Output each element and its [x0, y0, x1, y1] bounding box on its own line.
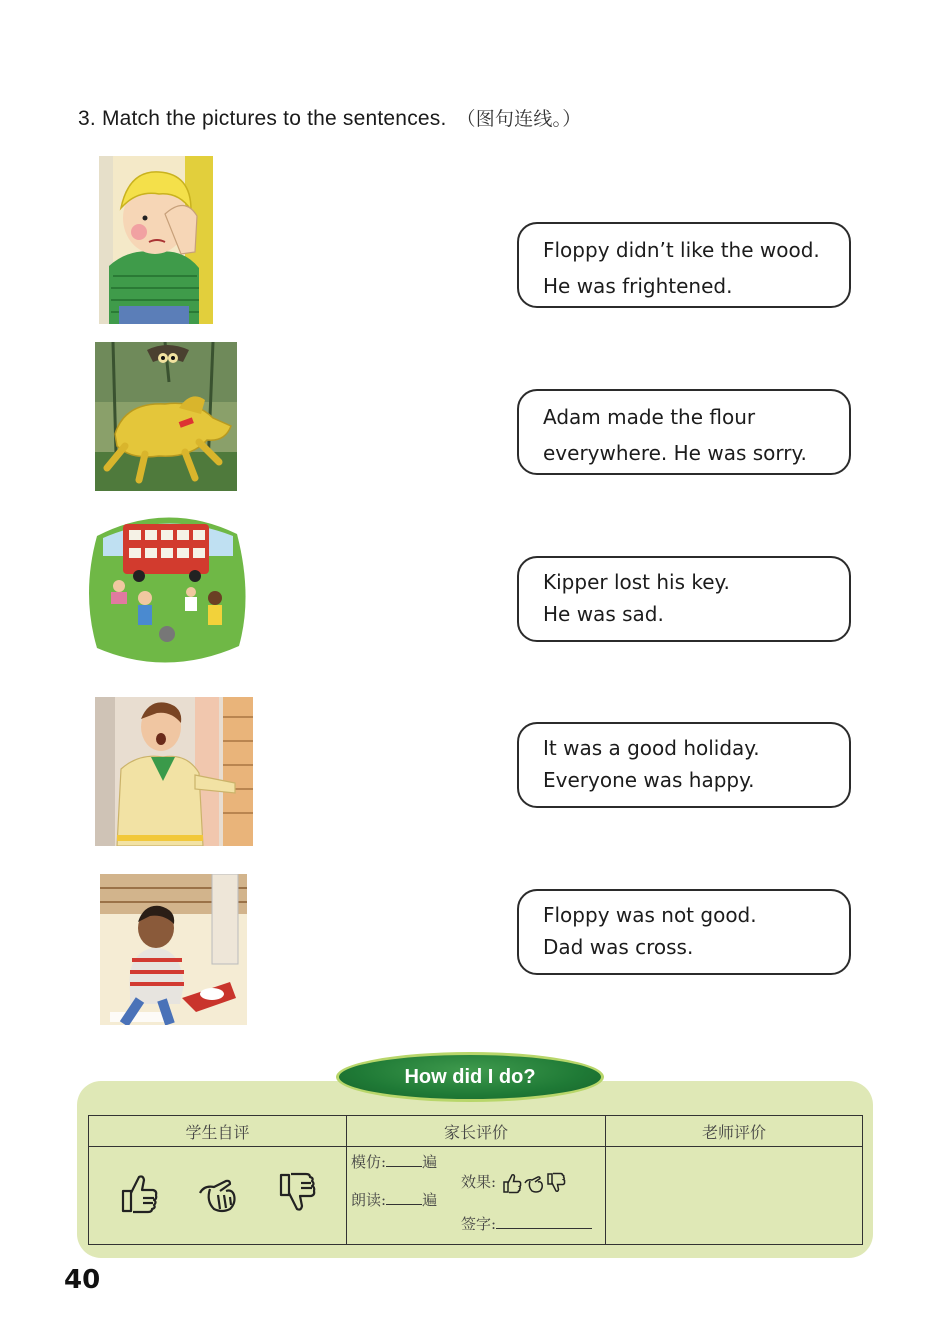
sentence-box-1[interactable]: [517, 222, 851, 308]
sign-row: [461, 1213, 592, 1234]
sentence-5-line-1: Floppy was not good.: [543, 903, 757, 927]
self-eval-cell: [89, 1147, 347, 1245]
effect-thumbs-down-icon[interactable]: [545, 1173, 567, 1191]
instruction-heading: [78, 104, 581, 131]
ok-hand-icon[interactable]: [196, 1171, 240, 1219]
evaluation-table: [88, 1115, 863, 1245]
instruction-chinese: （图句连线。）: [456, 108, 582, 130]
sentence-2-line-1: Adam made the flour: [543, 405, 756, 429]
imitate-row: [351, 1151, 437, 1172]
how-did-i-do-banner: How did I do?: [336, 1052, 604, 1102]
running-dog-owl-picture[interactable]: [95, 342, 237, 491]
parent-eval-header: 家长评价: [347, 1116, 606, 1147]
read-blank[interactable]: [386, 1204, 422, 1205]
effect-label: 效果:: [461, 1173, 497, 1191]
sentence-2-line-2: everywhere. He was sorry.: [543, 441, 807, 465]
read-unit: 遍: [422, 1191, 438, 1209]
sentence-5-line-2: Dad was cross.: [543, 935, 694, 959]
sentence-1-line-1: Floppy didn’t like the wood.: [543, 238, 820, 262]
sentence-4-line-2: Everyone was happy.: [543, 768, 755, 792]
sentence-1-line-2: He was frightened.: [543, 274, 733, 298]
self-eval-header: 学生自评: [89, 1116, 347, 1147]
imitate-unit: 遍: [422, 1153, 438, 1171]
sentence-3-line-1: Kipper lost his key.: [543, 570, 730, 594]
teacher-eval-header: 老师评价: [606, 1116, 863, 1147]
sentence-3-line-2: He was sad.: [543, 602, 664, 626]
sign-label: 签字:: [461, 1215, 497, 1233]
parent-eval-cell: [347, 1147, 606, 1245]
holiday-park-bus-picture[interactable]: [83, 506, 251, 669]
effect-thumbs-up-icon[interactable]: [501, 1173, 523, 1191]
boy-sweeping-flour-picture[interactable]: [100, 874, 247, 1025]
page-number: 40: [64, 1265, 101, 1295]
thumbs-down-icon[interactable]: [275, 1171, 319, 1219]
effect-row: [461, 1171, 567, 1194]
sign-blank[interactable]: [496, 1228, 592, 1229]
thumbs-up-icon[interactable]: [117, 1171, 161, 1219]
imitate-blank[interactable]: [386, 1166, 422, 1167]
effect-ok-hand-icon[interactable]: [523, 1173, 545, 1191]
read-label: 朗读:: [351, 1191, 387, 1209]
instruction-text: 3. Match the pictures to the sentences.: [78, 107, 447, 130]
cross-dad-pointing-picture[interactable]: [95, 697, 253, 846]
imitate-label: 模仿:: [351, 1153, 387, 1171]
sentence-box-3[interactable]: [517, 556, 851, 642]
teacher-eval-cell[interactable]: [606, 1147, 863, 1245]
sentence-box-5[interactable]: [517, 889, 851, 975]
read-row: [351, 1189, 437, 1210]
sentence-4-line-1: It was a good holiday.: [543, 736, 760, 760]
sentence-box-2[interactable]: [517, 389, 851, 475]
crying-boy-picture[interactable]: [99, 156, 213, 324]
sentence-box-4[interactable]: [517, 722, 851, 808]
